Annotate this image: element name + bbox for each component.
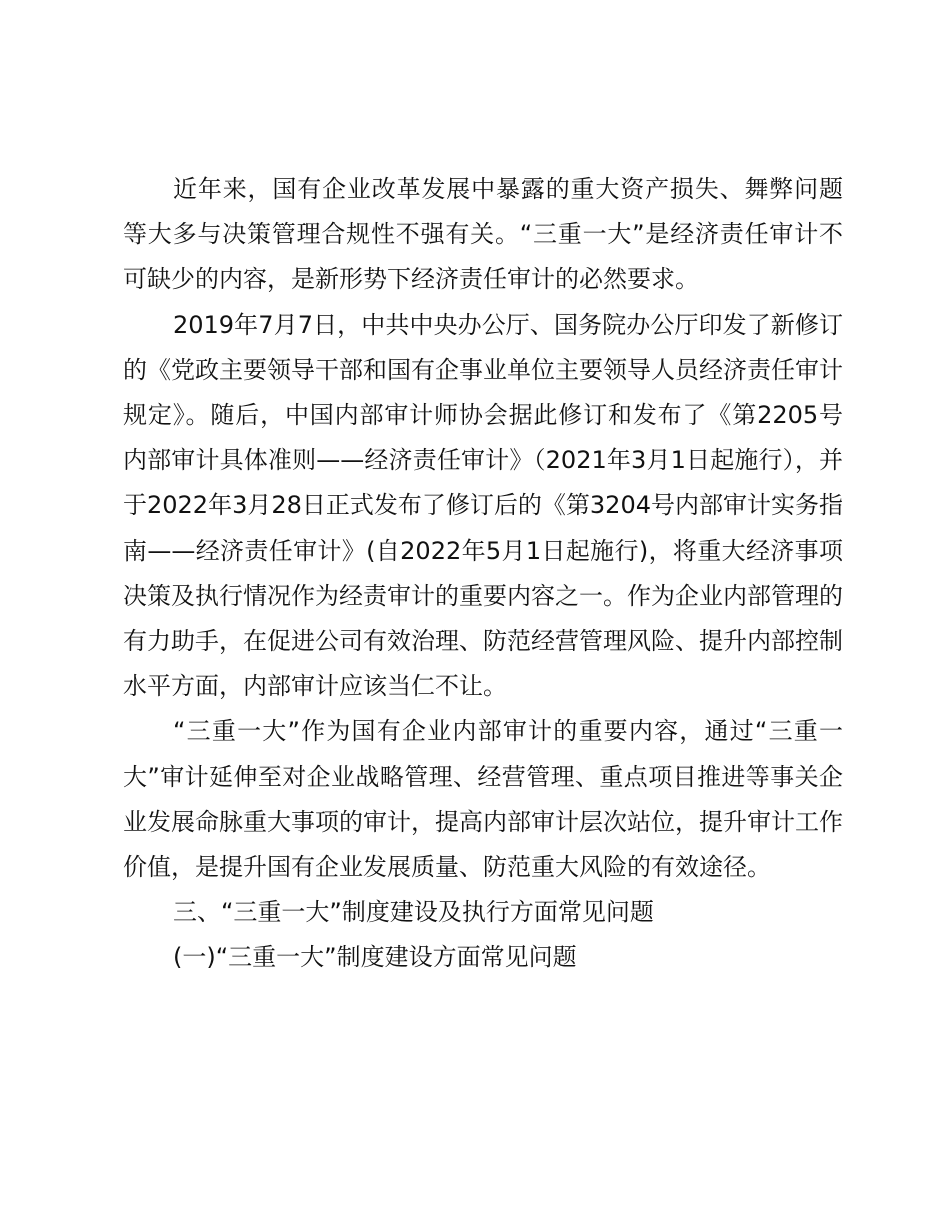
paragraph-regulations: 2019年7月7日，中共中央办公厅、国务院办公厅印发了新修订的《党政主要领导干部和国有企事业单位主要领导人员经济责任审计规定》。随后，中国内部审计师协会据此修订和发布了《第2205号内部审计具体准则——经济责任审计》（2021年3月1日起施行），并于2022年3月28日正式发布了修订后的《第3204号内部审计实务指南——经济责任审计》(自2022年5月1日起施行)，将重大经济事项决策及执行情况作为经责审计的重要内容之一。作为企业内部管理的有力助手，在促进公司有效治理、防范经营管理风险、提升内部控制水平方面，内部审计应该当仁不让。 [123, 310, 843, 701]
section-heading-3: 三、“三重一大”制度建设及执行方面常见问题 [173, 898, 654, 927]
paragraph-importance: “三重一大”作为国有企业内部审计的重要内容，通过“三重一大”审计延伸至对企业战略管理、经营管理、重点项目推进等事关企业发展命脉重大事项的审计，提高内部审计层次站位，提升审计工作价值，是提升国有企业发展质量、防范重大风险的有效途径。 [123, 717, 843, 882]
document-body [123, 167, 843, 981]
subsection-heading-3-1: (一)“三重一大”制度建设方面常见问题 [173, 943, 577, 972]
paragraph-intro: 近年来，国有企业改革发展中暴露的重大资产损失、舞弊问题等大多与决策管理合规性不强有关。“三重一大”是经济责任审计不可缺少的内容，是新形势下经济责任审计的必然要求。 [123, 175, 843, 294]
